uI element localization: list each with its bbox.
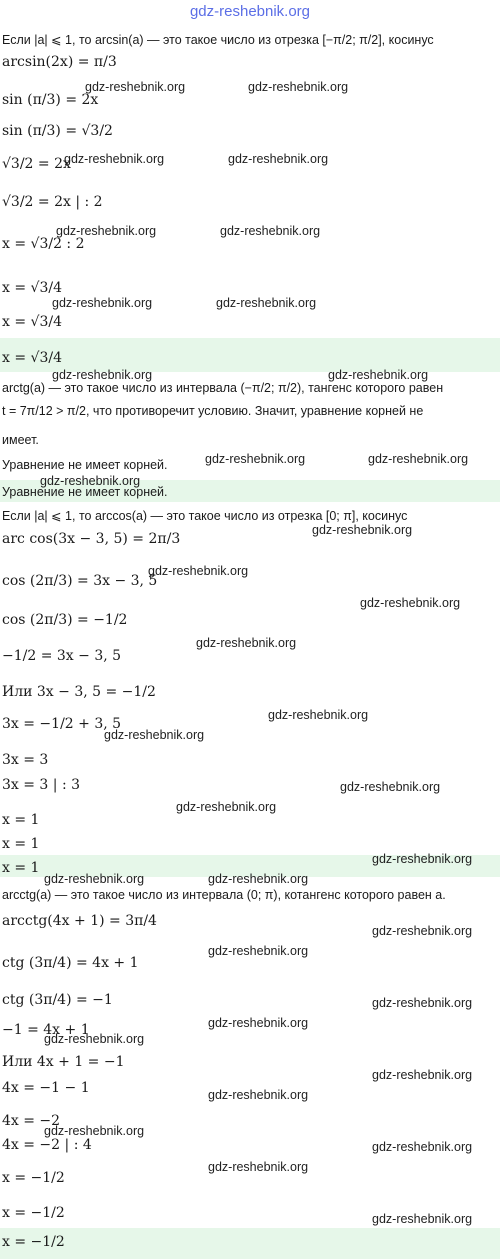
equation-line: 3x = 3 | : 3 <box>2 777 81 793</box>
watermark-text: gdz-reshebnik.org <box>196 636 297 650</box>
equation-line: arcctg(4x + 1) = 3π/4 <box>2 913 157 929</box>
watermark-text: gdz-reshebnik.org <box>208 1160 309 1174</box>
answer-line: x = −1/2 <box>2 1234 65 1250</box>
arcctg-definition-line: arcctg(a) — это такое число из интервала (0; π), котангенс которого равен a. <box>2 888 446 902</box>
watermark-text: gdz-reshebnik.org <box>372 1068 473 1082</box>
equation-line: x = √3/4 <box>2 280 62 296</box>
equation-line: x = −1/2 <box>2 1205 65 1221</box>
watermark-text: gdz-reshebnik.org <box>40 474 141 488</box>
equation-line: −1/2 = 3x − 3, 5 <box>2 648 122 664</box>
watermark-text: gdz-reshebnik.org <box>328 368 429 382</box>
watermark-text: gdz-reshebnik.org <box>372 1212 473 1226</box>
equation-line: √3/2 = 2x | : 2 <box>2 194 103 210</box>
contradiction-line: t = 7π/12 > π/2, что противоречит условию. Значит, уравнение корней не <box>2 404 424 418</box>
watermark-text: gdz-reshebnik.org <box>372 996 473 1010</box>
equation-line: arcsin(2x) = π/3 <box>2 54 117 70</box>
watermark-text: gdz-reshebnik.org <box>64 152 165 166</box>
equation-line: 3x = 3 <box>2 752 49 768</box>
watermark-text: gdz-reshebnik.org <box>216 296 317 310</box>
equation-line: −1 = 4x + 1 <box>2 1022 90 1038</box>
answer-line: x = 1 <box>2 860 40 876</box>
watermark-text: gdz-reshebnik.org <box>52 368 153 382</box>
equation-line: 4x = −2 | : 4 <box>2 1137 92 1153</box>
equation-line: √3/2 = 2x <box>2 156 71 172</box>
equation-line: 3x = −1/2 + 3, 5 <box>2 716 122 732</box>
equation-line: x = √3/4 <box>2 314 62 330</box>
watermark-text: gdz-reshebnik.org <box>205 452 306 466</box>
answer-highlight-1 <box>0 338 500 372</box>
watermark-text: gdz-reshebnik.org <box>208 872 309 886</box>
equation-line: x = 1 <box>2 812 40 828</box>
contradiction-line-end: имеет. <box>2 433 39 447</box>
equation-line: Или 3x − 3, 5 = −1/2 <box>2 684 156 700</box>
equation-line: Или 4x + 1 = −1 <box>2 1054 125 1070</box>
watermark-text: gdz-reshebnik.org <box>360 596 461 610</box>
equation-line: x = 1 <box>2 836 40 852</box>
equation-line: cos (2π/3) = 3x − 3, 5 <box>2 573 158 589</box>
watermark-text: gdz-reshebnik.org <box>56 224 157 238</box>
equation-line: ctg (3π/4) = −1 <box>2 992 113 1008</box>
watermark-text: gdz-reshebnik.org <box>104 728 205 742</box>
equation-line: 4x = −1 − 1 <box>2 1080 90 1096</box>
watermark-text: gdz-reshebnik.org <box>85 80 186 94</box>
watermark-text: gdz-reshebnik.org <box>208 1016 309 1030</box>
watermark-text: gdz-reshebnik.org <box>340 780 441 794</box>
watermark-text: gdz-reshebnik.org <box>372 924 473 938</box>
watermark-text: gdz-reshebnik.org <box>44 872 145 886</box>
watermark-text: gdz-reshebnik.org <box>372 852 473 866</box>
no-roots-answer: Уравнение не имеет корней. <box>2 485 168 499</box>
watermark-text: gdz-reshebnik.org <box>268 708 369 722</box>
watermark-text: gdz-reshebnik.org <box>372 1140 473 1154</box>
equation-line: sin (π/3) = 2x <box>2 92 99 108</box>
watermark-text: gdz-reshebnik.org <box>208 944 309 958</box>
watermark-text: gdz-reshebnik.org <box>368 452 469 466</box>
equation-line: ctg (3π/4) = 4x + 1 <box>2 955 139 971</box>
answer-highlight-4 <box>0 1228 500 1259</box>
watermark-text: gdz-reshebnik.org <box>228 152 329 166</box>
answer-line: x = √3/4 <box>2 350 62 366</box>
equation-line: x = √3/2 : 2 <box>2 236 85 252</box>
equation-line: cos (2π/3) = −1/2 <box>2 612 128 628</box>
equation-line: 4x = −2 <box>2 1113 61 1129</box>
watermark-text: gdz-reshebnik.org <box>312 523 413 537</box>
intro-arcsin-line: Если |a| ⩽ 1, то arcsin(a) — это такое число из отрезка [−π/2; π/2], косинус <box>2 33 434 47</box>
intro-arccos-line: Если |a| ⩽ 1, то arccos(a) — это такое число из отрезка [0; π], косинус <box>2 509 408 523</box>
watermark-text: gdz-reshebnik.org <box>52 296 153 310</box>
watermark-text: gdz-reshebnik.org <box>44 1124 145 1138</box>
equation-line: x = −1/2 <box>2 1170 65 1186</box>
watermark-text: gdz-reshebnik.org <box>220 224 321 238</box>
watermark-text: gdz-reshebnik.org <box>248 80 349 94</box>
watermark-text: gdz-reshebnik.org <box>148 564 249 578</box>
site-title-watermark: gdz-reshebnik.org <box>189 3 311 20</box>
watermark-text: gdz-reshebnik.org <box>176 800 277 814</box>
watermark-text: gdz-reshebnik.org <box>44 1032 145 1046</box>
equation-line: arc cos(3x − 3, 5) = 2π/3 <box>2 531 181 547</box>
no-roots-line: Уравнение не имеет корней. <box>2 458 168 472</box>
equation-line: sin (π/3) = √3/2 <box>2 123 113 139</box>
arctg-definition-line: arctg(a) — это такое число из интервала (−π/2; π/2), тангенс которого равен <box>2 381 444 395</box>
watermark-text: gdz-reshebnik.org <box>208 1088 309 1102</box>
